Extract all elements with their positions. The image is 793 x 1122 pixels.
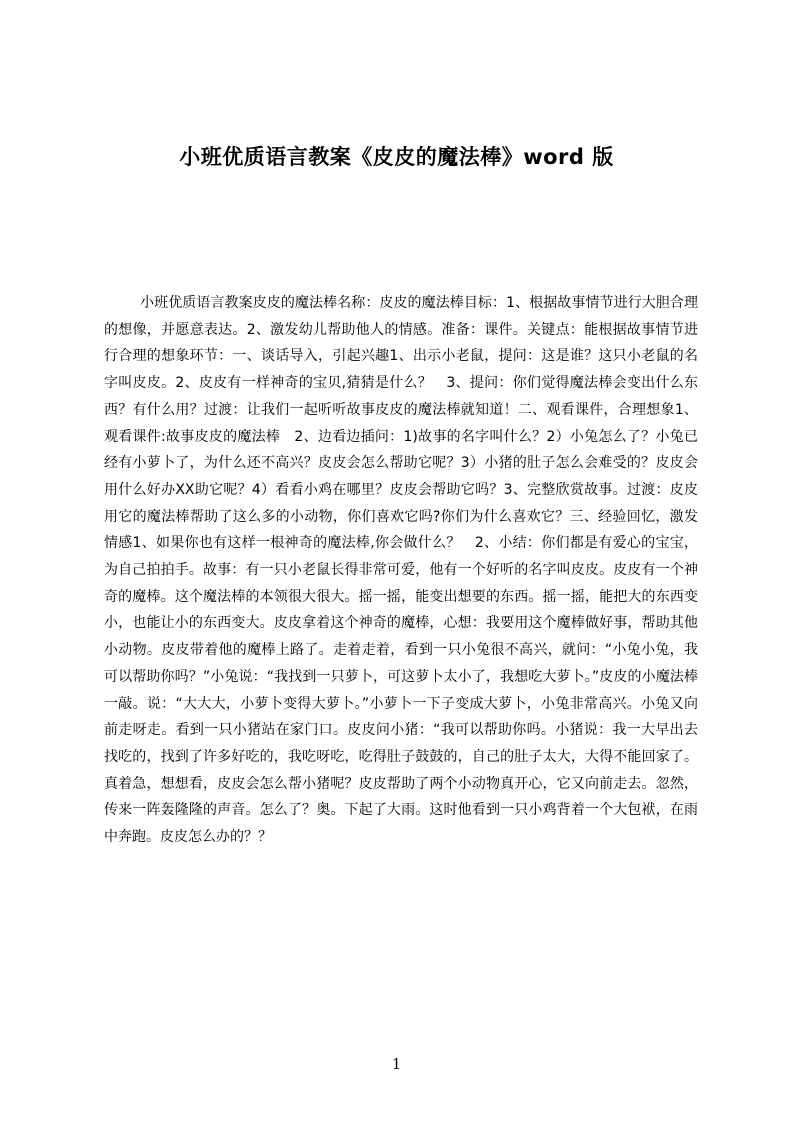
page-title: 小班优质语言教案《皮皮的魔法棒》word 版	[179, 145, 614, 169]
body-text: 小班优质语言教案皮皮的魔法棒名称：皮皮的魔法棒目标：1、根据故事情节进行大胆合理的想像，并愿意表达。2、激发幼儿帮助他人的情感。准备：课件。关键点：能根据故事情节进行合理的想象环节：一、谈话导入，引起兴趣1、出示小老鼠，提问：这是谁？这只小老鼠的名字叫皮皮。2、皮皮有一样神奇的宝贝,猜猜是什么？ 3、提问：你们觉得魔法棒会变出什么东西？有什么用？过渡：让我们一起听听故事皮皮的魔法棒就知道！二、观看课件，合理想象1、观看课件:故事皮皮的魔法棒 2、边看边插问：1)故事的名字叫什么？2）小兔怎么了？小兔已经有小萝卜了，为什么还不高兴？皮皮会怎么帮助它呢？3）小猪的肚子怎么会难受的？皮皮会用什么好办XX助它呢？4）看看小鸡在哪里？皮皮会帮助它吗？3、完整欣赏故事。过渡：皮皮用它的魔法棒帮助了这么多的小动物，你们喜欢它吗?你们为什么喜欢它？三、经验回忆，激发情感1、如果你也有这样一根神奇的魔法棒,你会做什么？ 2、小结：你们都是有爱心的宝宝，为自己拍拍手。故事：有一只小老鼠长得非常可爱，他有一个好听的名字叫皮皮。皮皮有一个神奇的魔棒。这个魔法棒的本领很大很大。摇一摇，能变出想要的东西。摇一摇，能把大的东西变小，也能让小的东西变大。皮皮拿着这个神奇的魔棒，心想：我要用这个魔棒做好事，帮助其他小动物。皮皮带着他的魔棒上路了。走着走着，看到一只小兔很不高兴，就问：“小兔小兔，我可以帮助你吗？”小兔说：“我找到一只萝卜，可这萝卜太小了，我想吃大萝卜。”皮皮的小魔法棒一敲。说：“大大大，小萝卜变得大萝卜。”小萝卜一下子变成大萝卜，小兔非常高兴。小兔又向前走呀走。看到一只小猪站在家门口。皮皮问小猪：“我可以帮助你吗。小猪说：我一大早出去找吃的，找到了许多好吃的，我吃呀吃，吃得肚子鼓鼓的，自己的肚子太大，大得不能回家了。真着急，想想看，皮皮会怎么帮小猪呢？皮皮帮助了两个小动物真开心，它又向前走去。忽然，传来一阵轰隆隆的声音。怎么了？奥。下起了大雨。这时他看到一只小鸡背着一个大包袱，在雨中奔跑。皮皮怎么办的？？	[104, 295, 698, 846]
body-paragraph	[104, 290, 698, 851]
page-number: 1	[391, 1055, 402, 1073]
